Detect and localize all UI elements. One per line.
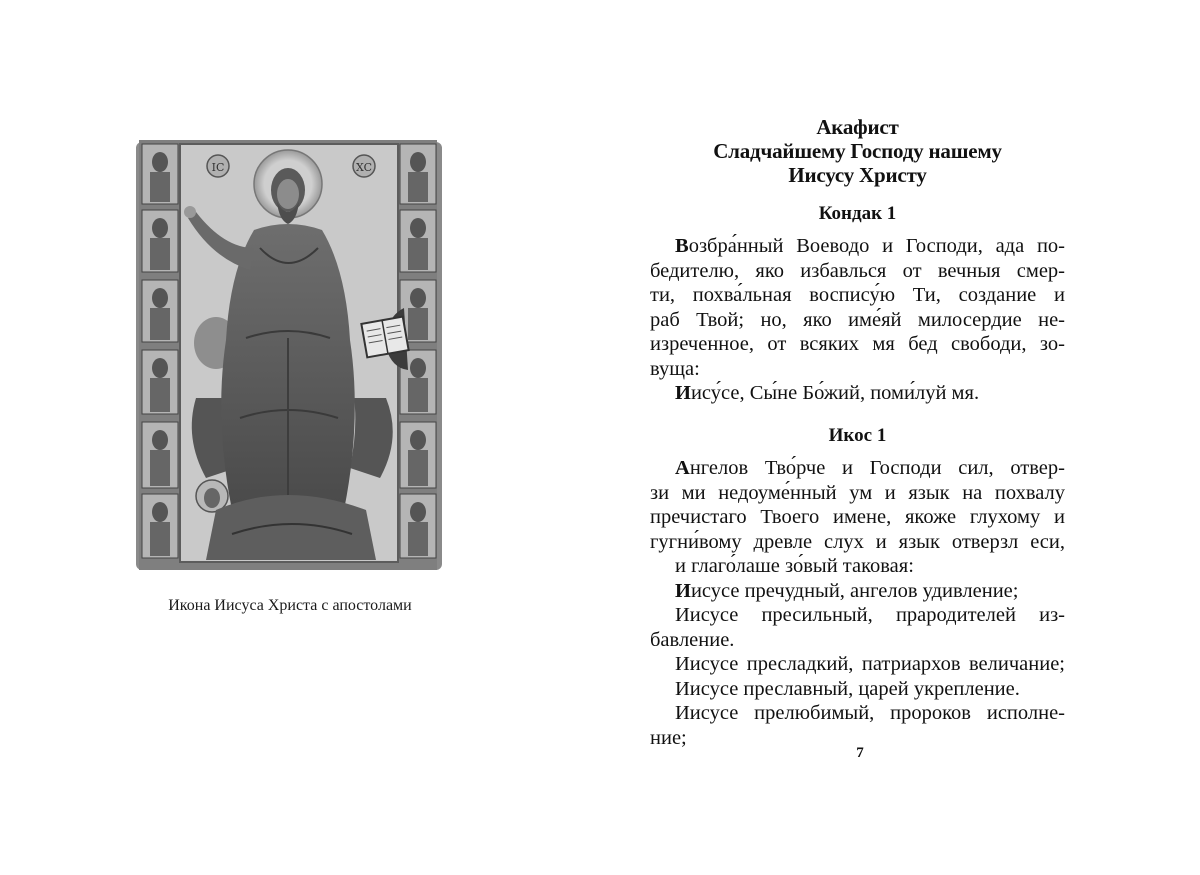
line-text: исусе пречудный, ангелов удивление; — [690, 579, 1019, 602]
line-text: бедителю, яко избавлься от вечныя смер- — [650, 259, 1065, 282]
drop-initial: И — [675, 579, 691, 602]
line-text: и глаго́лаше зо́вый таковая: — [675, 555, 914, 577]
text-line — [650, 234, 1065, 259]
gospel-book-icon — [361, 317, 408, 358]
text-line — [650, 308, 1065, 333]
ic-letters: IC — [211, 161, 225, 174]
icon-caption: Икона Иисуса Христа с апостолами — [168, 597, 412, 614]
akathist-title — [650, 115, 1065, 187]
text-line — [650, 628, 1065, 653]
kondak-heading: Кондак 1 — [818, 203, 897, 224]
text-line — [650, 505, 1065, 530]
kondak-text — [650, 234, 1065, 406]
line-text: озбра́нный Воеводо и Господи, ада по- — [688, 235, 1065, 257]
line-text: раб Твой; но, яко име́яй милосердие не- — [650, 308, 1065, 331]
title-line: Акафист — [816, 115, 899, 139]
line-text: гугни́вому древле слух и язык отверзл еси, — [650, 530, 1065, 553]
drop-initial: И — [675, 382, 691, 404]
xc-letters: XC — [355, 161, 373, 174]
refrain-line — [650, 701, 1065, 726]
line-text: Иисусе пресладкий, патриархов величание; — [675, 653, 1065, 675]
line-text: вуща: — [650, 357, 700, 380]
refrain-line — [650, 381, 1065, 406]
ikos-text — [650, 456, 1065, 750]
refrain-line — [650, 603, 1065, 628]
drop-initial: А — [675, 457, 690, 479]
line-text: зи ми недоуме́нный ум и язык на похвалу — [650, 481, 1065, 504]
line-text: ние; — [650, 726, 687, 749]
refrain-line — [650, 652, 1065, 677]
line-text: изреченное, от всяких мя бед свободи, зо- — [650, 333, 1065, 355]
title-line: Иисусу Христу — [788, 163, 927, 187]
line-text: Иисусе преславный, царей укрепление. — [675, 677, 1020, 700]
line-text: Иисусе пресильный, прародителей из- — [675, 604, 1065, 626]
text-line — [650, 481, 1065, 506]
line-text: пречистаго Твоего имене, якоже глухому и — [650, 506, 1065, 528]
line-text: Иисусе прелюбимый, пророков исполне- — [675, 702, 1065, 724]
page-number: 7 — [856, 745, 864, 761]
line-text: ису́се, Сы́не Бо́жий, поми́луй мя. — [690, 382, 980, 404]
refrain-line — [650, 677, 1065, 702]
refrain-line — [650, 579, 1065, 604]
text-line — [650, 357, 1065, 382]
line-text: бавление. — [650, 628, 735, 651]
christ-icon-image — [136, 138, 442, 574]
drop-initial: В — [675, 235, 689, 257]
text-line — [650, 332, 1065, 357]
text-line — [650, 259, 1065, 284]
line-text: нгелов Тво́рче и Господи сил, отвер- — [689, 457, 1065, 479]
text-line — [650, 283, 1065, 308]
text-line — [650, 456, 1065, 481]
title-line: Сладчайшему Господу нашему — [713, 139, 1002, 163]
line-text: ти, похва́льная воспису́ю Ти, создание и — [650, 284, 1065, 306]
text-line — [650, 554, 1065, 579]
ikos-heading: Икос 1 — [828, 425, 887, 446]
text-line — [650, 530, 1065, 555]
